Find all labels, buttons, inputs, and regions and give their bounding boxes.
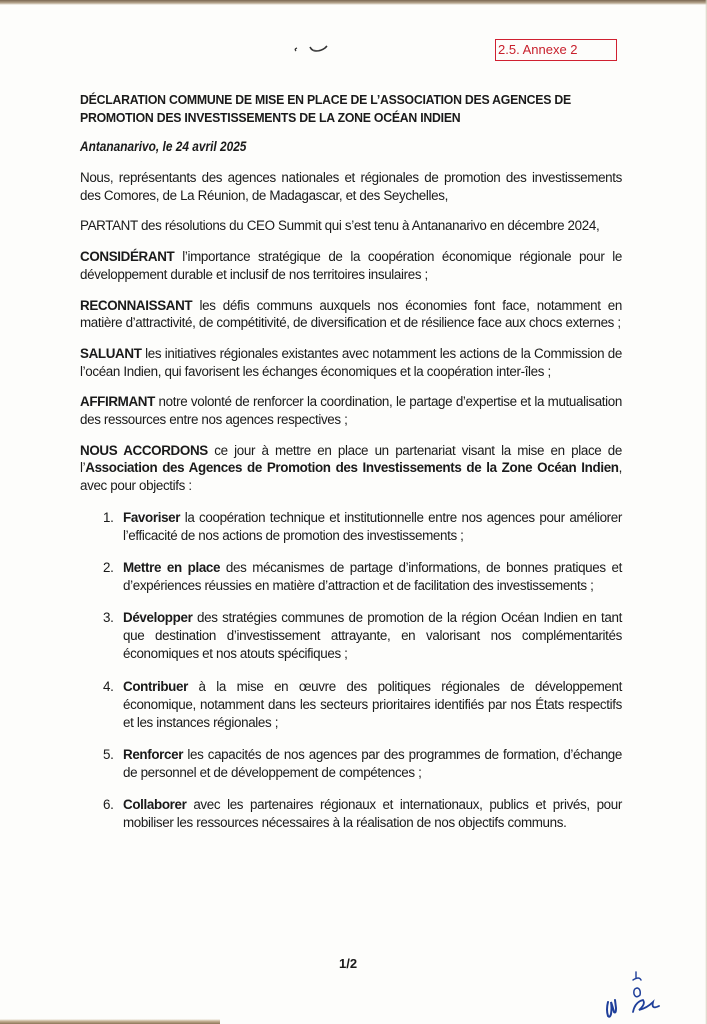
item-text: avec les partenaires régionaux et internationaux, publics et privés, pour mobiliser les ressources nécessaires à la réalisation de nos objectifs communs.: [123, 797, 622, 831]
list-item: [80, 796, 622, 832]
paragraph: [80, 217, 622, 235]
item-number: 5.: [103, 746, 114, 762]
item-number: 1.: [103, 509, 114, 525]
objectives-list: [80, 509, 622, 832]
list-item: [80, 559, 622, 595]
paragraph: [80, 345, 622, 380]
item-lead: Développer: [123, 610, 193, 626]
paragraph: [80, 169, 622, 204]
paragraph-text: PARTANT des résolutions du CEO Summit qui s’est tenu à Antananarivo en décembre 2024,: [80, 218, 600, 234]
paragraph-lead: RECONNAISSANT: [80, 297, 193, 313]
paragraph-text: l’importance stratégique de la coopération économique régionale pour le développement durable et inclusif de nos territoires insulaires ;: [80, 249, 622, 282]
document-body: [80, 91, 622, 847]
item-lead: Favoriser: [123, 509, 181, 525]
accord-paragraph: [80, 442, 622, 495]
accord-text-after: , avec pour objectifs :: [80, 460, 622, 494]
paragraph-lead: AFFIRMANT: [80, 394, 155, 410]
annexe-label: 2.5. Annexe 2: [495, 39, 617, 61]
item-lead: Contribuer: [123, 678, 188, 694]
paragraph-lead: SALUANT: [80, 345, 142, 361]
association-name: Association des Agences de Promotion des Investissements de la Zone Océan Indien: [85, 460, 619, 476]
item-text: des stratégies communes de promotion de la région Océan Indien en tant que destination d’investissement attrayante, en valorisant nos complémentarités économiques et nos atouts spécifiques ;: [123, 610, 622, 662]
list-item: [80, 609, 622, 663]
item-text: des mécanismes de partage d’informations, de bonnes pratiques et d’expériences réussies en matière d’attraction et de facilitation des investissements ;: [123, 560, 623, 594]
item-number: 4.: [103, 678, 114, 694]
item-text: la coopération technique et institutionnelle entre nos agences pour améliorer l’efficacité de nos actions de promotion des investissements ;: [123, 509, 622, 543]
item-number: 6.: [103, 797, 114, 813]
paragraph-text: notre volonté de renforcer la coordination, le partage d’expertise et la mutualisation des ressources entre nos agences respectives ;: [80, 394, 622, 428]
scan-shadow-bottom: [0, 1019, 220, 1024]
list-item: [80, 678, 622, 732]
paragraph: [80, 248, 622, 283]
dateline: Antananarivo, le 24 avril 2025: [80, 139, 247, 154]
document-title: DÉCLARATION COMMUNE DE MISE EN PLACE DE L’ASSOCIATION DES AGENCES DE PROMOTION DES INVESTISSEMENTS DE LA ZONE OCÉAN INDIEN: [80, 92, 571, 125]
page-number: 1/2: [339, 956, 358, 971]
item-lead: Collaborer: [123, 797, 187, 813]
preamble: [80, 169, 622, 495]
accord-text-before: ce jour à mettre en place un partenariat visant la mise en place de l’: [80, 442, 623, 476]
accord-lead: NOUS ACCORDONS: [80, 442, 208, 458]
list-item: [80, 509, 622, 545]
paragraph: [80, 297, 622, 332]
paragraph-text: les défis communs auxquels nos économies font face, notamment en matière d’attractivité, de compétitivité, de diversification et de résilience face aux chocs externes ;: [80, 297, 622, 331]
paragraph-text: les initiatives régionales existantes avec notamment les actions de la Commission de l’océan Indien, qui favorisent les échanges économiques et la coopération inter-îles ;: [80, 345, 622, 379]
scan-shadow-top: [0, 0, 707, 5]
signature-initials-icon: [600, 960, 680, 1020]
item-lead: Renforcer: [123, 746, 184, 762]
item-lead: Mettre en place: [123, 560, 221, 576]
paragraph: [80, 393, 622, 428]
item-text: les capacités de nos agences par des programmes de formation, d’échange de personnel et de développement de compétences ;: [123, 746, 622, 780]
item-number: 2.: [103, 560, 114, 576]
paragraph-lead: CONSIDÉRANT: [80, 249, 175, 265]
item-text: à la mise en œuvre des politiques régionales de développement économique, notamment dans les secteurs prioritaires identifiés par nos États respectifs et les instances régionales ;: [123, 678, 622, 730]
paragraph-text: Nous, représentants des agences nationales et régionales de promotion des investissements des Comores, de La Réunion, de Madagascar, et des Seychelles,: [80, 170, 622, 203]
list-item: [80, 746, 622, 782]
ink-mark-icon: [293, 42, 333, 56]
item-number: 3.: [103, 610, 114, 626]
